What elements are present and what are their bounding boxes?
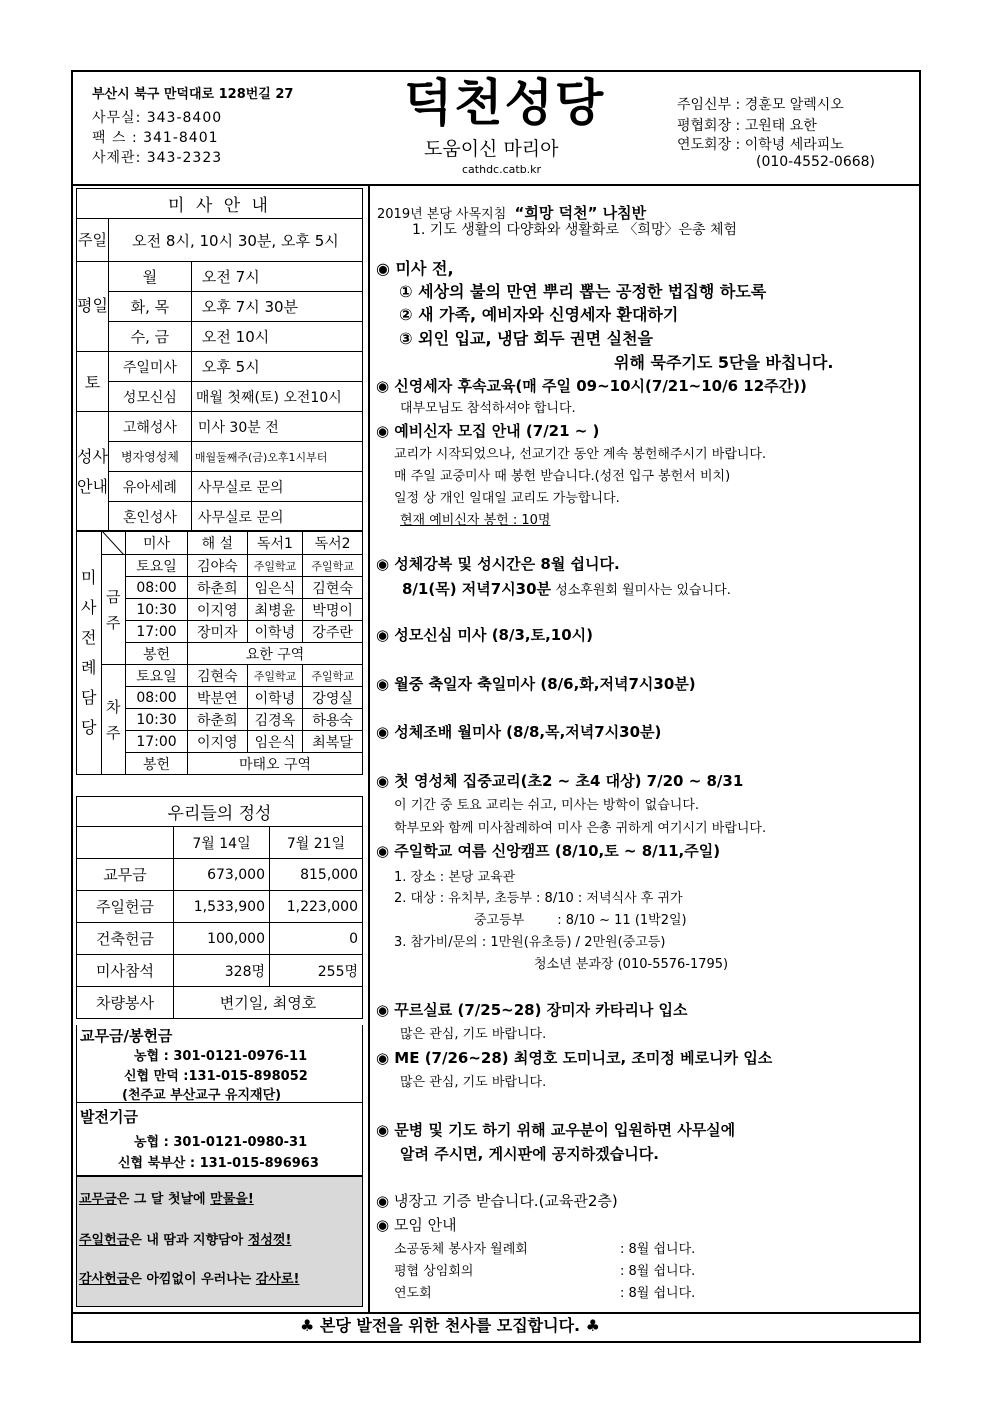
catechumen-title: ◉ 예비신자 모집 안내 (7/21 ~ ) (376, 422, 600, 440)
meeting-title: ◉ 모임 안내 (376, 1216, 457, 1234)
mass-time: 10:30 (126, 709, 188, 731)
council-chair: 평협회장 : 고원태 요한 (677, 118, 817, 134)
reader-2: 박명이 (303, 599, 363, 621)
league-chair: 연도회장 : 이학녕 세라피노 (677, 137, 844, 153)
sacrament-name: 혼인성사 (108, 502, 191, 532)
weekday-day: 월 (108, 262, 191, 292)
offerings-date: 7월 21일 (270, 827, 363, 859)
catechumen-text: 매 주일 교중미사 때 봉헌 받습니다.(성전 입구 봉헌서 비치) (394, 469, 731, 484)
camp-title: ◉ 주일학교 여름 신앙캠프 (8/10,토 ~ 8/11,주일) (376, 842, 721, 860)
communion-text: 학부모와 함께 미사참례하여 미사 은총 귀하게 여기시기 바랍니다. (394, 821, 767, 836)
roster-side-label: 미사전례담당 (77, 531, 102, 775)
mass-time: 토요일 (126, 555, 188, 577)
offering-value: 1,223,000 (270, 891, 363, 923)
before-mass-closing: 위해 묵주기도 5단을 바칩니다. (614, 353, 834, 372)
commentator: 하춘희 (187, 709, 247, 731)
dev-fund-title: 발전기금 (80, 1108, 138, 1126)
commentator: 김현숙 (187, 665, 247, 687)
dev-account-1: 농협 : 301-0121-0980-31 (134, 1135, 308, 1150)
fax-number: 팩 스 : 341-8401 (92, 130, 219, 146)
weekday-day: 수, 금 (108, 322, 191, 352)
patron-title: 도움이신 마리아 (424, 138, 559, 160)
meeting-info: : 8월 쉽니다. (620, 1286, 696, 1301)
cursillo-note: 많은 관심, 기도 바랍니다. (400, 1027, 547, 1042)
dues-title: 교무금/봉헌금 (80, 1027, 173, 1045)
sunday-label: 주일 (77, 219, 109, 262)
weekday-time: 오전 7시 (191, 262, 362, 292)
mass-time: 08:00 (126, 687, 188, 709)
cursillo-title: ◉ 꾸르실료 (7/25~28) 장미자 카타리나 입소 (376, 1001, 688, 1019)
office-phone: 사무실: 343-8400 (92, 110, 223, 126)
hospital-visit-notice: 알려 주시면, 게시판에 공지하겠습니다. (400, 1145, 659, 1163)
reader-2: 주일학교 (303, 555, 363, 577)
saturday-time: 오후 5시 (191, 352, 362, 382)
sacrament-name: 병자영성체 (108, 442, 191, 472)
reader-1: 이학녕 (247, 621, 302, 643)
rectory-phone: 사제관: 343-2323 (92, 150, 223, 166)
mass-time: 17:00 (126, 621, 188, 643)
diagonal-slash (102, 531, 124, 555)
commentator: 장미자 (187, 621, 247, 643)
mass-time: 08:00 (126, 577, 188, 599)
me-note: 많은 관심, 기도 바랍니다. (400, 1075, 547, 1090)
offerings-date: 7월 14일 (174, 827, 270, 859)
communion-title: ◉ 첫 영성체 집중교리(초2 ~ 초4 대상) 7/20 ~ 8/31 (376, 772, 744, 790)
offering-value: 1,533,900 (174, 891, 270, 923)
slogan-line: 교무금은 그 달 첫날에 맏물을! (79, 1192, 254, 1207)
sacrament-info: 미사 30분 전 (191, 412, 362, 442)
reader-1: 임은식 (247, 731, 302, 753)
offering-district: 요한 구역 (187, 643, 362, 665)
catechumen-text: 일정 상 개인 일대일 교리도 가능합니다. (394, 491, 620, 506)
reader-2: 강영실 (303, 687, 363, 709)
meeting-name: 연도회 (394, 1286, 432, 1301)
offering-label: 봉헌 (126, 753, 188, 775)
feast-mass-title: ◉ 월중 축일자 축일미사 (8/6,화,저녁7시30분) (376, 675, 696, 693)
reader-1: 주일학교 (247, 555, 302, 577)
dues-account-holder: (천주교 부산교구 유지재단) (122, 1088, 282, 1103)
offering-value: 100,000 (174, 923, 270, 955)
this-week-label: 금주 (101, 555, 126, 665)
commentator: 박분연 (187, 687, 247, 709)
marian-mass-title: ◉ 성모신심 미사 (8/3,토,10시) (376, 626, 594, 644)
slogan-line: 주일헌금은 내 땀과 지향담아 정성껏! (79, 1233, 292, 1248)
next-week-label: 차주 (101, 665, 126, 775)
camp-detail: 중고등부 : 8/10 ~ 11 (1박2일) (474, 913, 687, 928)
camp-detail: 2. 대상 : 유치부, 초등부 : 8/10 : 저녁식사 후 귀가 (394, 891, 683, 906)
policy-item: 1. 기도 생활의 다양화와 생활화로 〈희망〉은총 체험 (412, 222, 738, 238)
offering-row-label: 주일헌금 (77, 891, 174, 923)
reader-1: 최병윤 (247, 599, 302, 621)
reader-2: 최복달 (303, 731, 363, 753)
dues-account-1: 농협 : 301-0121-0976-11 (134, 1049, 308, 1064)
church-name: 덕천성당 (404, 74, 606, 132)
offering-row-label: 미사참석 (77, 955, 174, 987)
reader-2: 하용숙 (303, 709, 363, 731)
offering-row-label: 교무금 (77, 859, 174, 891)
hospital-visit-notice: ◉ 문병 및 기도 하기 위해 교우분이 입원하면 사무실에 (376, 1121, 736, 1139)
offering-label: 봉헌 (126, 643, 188, 665)
weekday-time: 오후 7시 30분 (191, 292, 362, 322)
column-divider (368, 186, 370, 1313)
roster-corner (101, 531, 126, 555)
eucharist-mass-title: ◉ 성체조배 월미사 (8/8,목,저녁7시30분) (376, 723, 662, 741)
adoration-title: ◉ 성체강복 및 성시간은 8월 쉽니다. (376, 555, 620, 573)
reader-2: 강주란 (303, 621, 363, 643)
roster-header: 해 설 (187, 531, 247, 555)
offering-value: 328명 (174, 955, 270, 987)
sacrament-label: 성사안내 (77, 412, 109, 532)
mass-guide-title: 미 사 안 내 (77, 189, 363, 219)
commentator: 하춘희 (187, 577, 247, 599)
saturday-label: 토 (77, 352, 109, 412)
sacrament-info: 사무실로 문의 (191, 472, 362, 502)
commentator: 김야숙 (187, 555, 247, 577)
sacrament-name: 유아세례 (108, 472, 191, 502)
sacrament-info: 매월둘째주(금)오후1시부터 (191, 442, 362, 472)
fridge-donation: ◉ 냉장고 기증 받습니다.(교육관2층) (376, 1192, 618, 1210)
liturgy-roster-table (76, 530, 363, 775)
offerings-corner (77, 827, 174, 859)
reader-1: 주일학교 (247, 665, 302, 687)
sunday-times: 오전 8시, 10시 30분, 오후 5시 (108, 219, 362, 262)
header-divider (71, 184, 921, 186)
mass-time: 10:30 (126, 599, 188, 621)
neophyte-title: ◉ 신영세자 후속교육(매 주일 09~10시(7/21~10/6 12주간)) (376, 377, 807, 395)
saturday-time: 매월 첫째(토) 오전10시 (191, 382, 362, 412)
policy-line: 2019년 본당 사목지침 “희망 덕천” 나침반 (377, 204, 647, 222)
mass-guide-table (76, 188, 363, 532)
neophyte-note: 대부모님도 참석하셔야 합니다. (400, 401, 576, 416)
commentator: 이지영 (187, 599, 247, 621)
before-mass-item: ② 새 가족, 예비자와 신영세자 환대하기 (399, 305, 679, 324)
slogan-line: 감사헌금은 아낌없이 우러나는 감사로! (79, 1272, 300, 1287)
meeting-name: 소공동체 봉사자 월례회 (394, 1242, 528, 1257)
meeting-info: : 8월 쉽니다. (620, 1242, 696, 1257)
roster-header: 독서1 (247, 531, 302, 555)
before-mass-item: ③ 외인 입교, 냉담 회두 권면 실천을 (399, 329, 653, 348)
offerings-title: 우리들의 정성 (77, 797, 363, 827)
roster-header: 독서2 (303, 531, 363, 555)
reader-1: 김경옥 (247, 709, 302, 731)
camp-detail: 3. 참가비/문의 : 1만원(유초등) / 2만원(중고등) (394, 935, 666, 950)
offering-value: 255명 (270, 955, 363, 987)
weekday-time: 오전 10시 (191, 322, 362, 352)
sacrament-name: 고해성사 (108, 412, 191, 442)
footer-divider (71, 1312, 921, 1314)
me-title: ◉ ME (7/26~28) 최영호 도미니코, 조미정 베로니카 입소 (376, 1049, 773, 1067)
offering-value: 0 (270, 923, 363, 955)
adoration-note: 8/1(목) 저녁7시30분 성소후원회 월미사는 있습니다. (402, 580, 731, 598)
saturday-item: 주일미사 (108, 352, 191, 382)
weekday-label: 평일 (77, 262, 109, 352)
offering-district: 마태오 구역 (187, 753, 362, 775)
catechumen-text: 교리가 시작되었으나, 선교기간 동안 계속 봉헌해주시기 바랍니다. (394, 447, 767, 462)
camp-contact: 청소년 분과장 (010-5576-1795) (534, 957, 729, 972)
dev-account-2: 신협 북부산 : 131-015-896963 (118, 1156, 319, 1171)
saturday-item: 성모신심 (108, 382, 191, 412)
roster-header: 미사 (126, 531, 188, 555)
offering-value: 815,000 (270, 859, 363, 891)
commentator: 이지영 (187, 731, 247, 753)
before-mass-item: ① 세상의 불의 만연 뿌리 뽑는 공정한 법집행 하도록 (399, 282, 767, 301)
meeting-name: 평협 상임회의 (394, 1264, 474, 1279)
vehicle-label: 차량봉사 (77, 987, 174, 1019)
mass-time: 17:00 (126, 731, 188, 753)
offering-value: 673,000 (174, 859, 270, 891)
before-mass-title: ◉ 미사 전, (376, 259, 454, 278)
footer-banner: ♣ 본당 발전을 위한 천사를 모집합니다. ♣ (300, 1316, 601, 1335)
meeting-info: : 8월 쉽니다. (620, 1264, 696, 1279)
church-address: 부산시 북구 만덕대로 128번길 27 (92, 87, 294, 102)
league-phone: (010-4552-0668) (756, 154, 876, 170)
camp-detail: 1. 장소 : 본당 교육관 (394, 870, 516, 885)
weekday-day: 화, 목 (108, 292, 191, 322)
offering-row-label: 건축헌금 (77, 923, 174, 955)
communion-text: 이 기간 중 토요 교리는 쉬고, 미사는 방학이 없습니다. (394, 798, 700, 813)
pastor-name: 주임신부 : 경훈모 알렉시오 (677, 97, 844, 113)
dues-account-2: 신협 만덕 :131-015-898052 (124, 1069, 308, 1084)
reader-1: 이학녕 (247, 687, 302, 709)
church-website[interactable]: cathdc.catb.kr (462, 163, 542, 176)
reader-1: 임은식 (247, 577, 302, 599)
reader-2: 주일학교 (303, 665, 363, 687)
catechumen-count: 현재 예비신자 봉헌 : 10명 (400, 513, 551, 528)
vehicle-volunteers: 변기일, 최영호 (174, 987, 363, 1019)
sacrament-info: 사무실로 문의 (191, 502, 362, 532)
offerings-table (76, 796, 363, 1019)
mass-time: 토요일 (126, 665, 188, 687)
reader-2: 김현숙 (303, 577, 363, 599)
